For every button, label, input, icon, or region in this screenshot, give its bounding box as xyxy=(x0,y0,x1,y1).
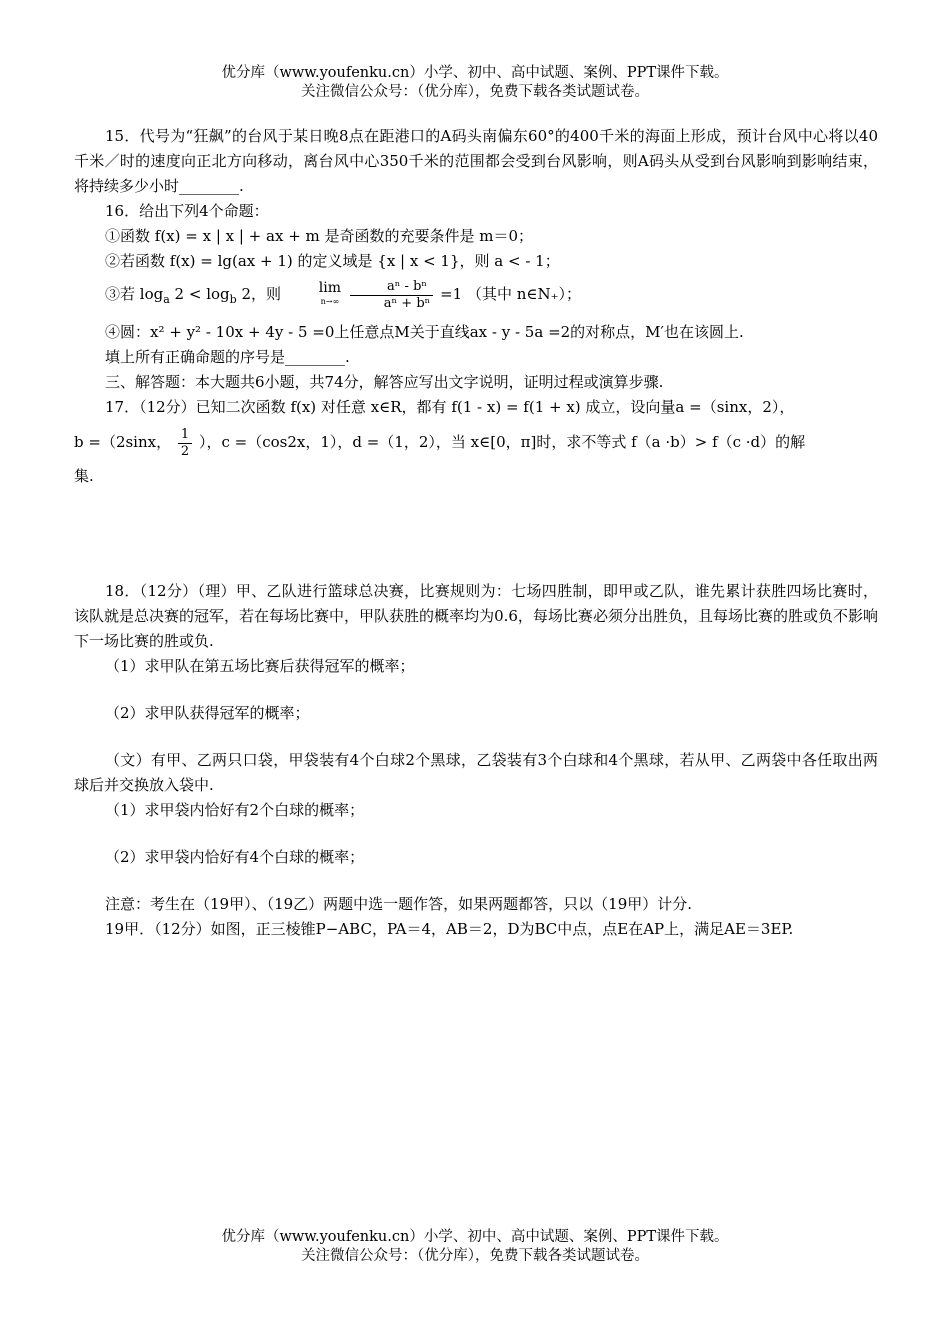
q17-rest: ），c =（cos2x，1），d =（1，2），当 x∈[0，π]时，求不等式 f（a ·b）> f（c ·d）的解 xyxy=(198,433,806,451)
fraction-numerator: aⁿ - bⁿ xyxy=(350,279,433,296)
prop3-log-base-b: b xyxy=(229,293,237,306)
question-16-intro: 16．给出下列4个命题： xyxy=(105,202,269,220)
page-footer xyxy=(0,1228,950,1266)
answer-space xyxy=(74,870,878,892)
header-line-1: 优分库（www.youfenku.cn）小学、初中、高中试题、案例、PPT课件下载。 xyxy=(221,65,729,81)
q18-part-2: （2）求甲队获得冠军的概率； xyxy=(105,704,310,722)
answer-space xyxy=(74,726,878,748)
prop3-eq: =1 （其中 n∈N₊）； xyxy=(440,285,582,303)
question-17-line-1: 17．（12分）已知二次函数 f(x) 对任意 x∈R，都有 f(1 - x) = f(1 + x) 成立，设向量a =（sinx，2）， xyxy=(105,398,795,416)
page-header xyxy=(0,64,950,102)
footer-line-2: 关注微信公众号：（优分库），免费下载各类试题试卷。 xyxy=(301,1248,649,1264)
q17-vector-b: b =（2sinx， xyxy=(74,433,172,451)
exam-content xyxy=(74,124,878,942)
question-18: 18．（12分）（理）甲、乙队进行篮球总决赛，比赛规则为：七场四胜制，即甲或乙队，谁先累计获胜四场比赛时，该队就是总决赛的冠军，若在每场比赛中，甲队获胜的概率均为0.6，每场比赛必须分出胜负，且每场比赛的胜或负不影响下一场比赛的胜或负. xyxy=(74,582,878,650)
q18-wen-part-1: （1）求甲袋内恰好有2个白球的概率； xyxy=(105,801,365,819)
note: 注意：考生在（19甲）、（19乙）两题中选一题作答，如果两题都答，只以（19甲）计分. xyxy=(105,895,693,913)
question-15: 15．代号为“狂飙”的台风于某日晚8点在距港口的A码头南偏东60°的400千米的海面上形成，预计台风中心将以40千米／时的速度向正北方向移动，离台风中心350千米的范围都会受到台风影响，则A码头从受到台风影响到影响结束，将持续多少小时________. xyxy=(74,127,878,195)
limit-subscript: n→∞ xyxy=(320,297,340,306)
q18-part-1: （1）求甲队在第五场比赛后获得冠军的概率； xyxy=(105,657,415,675)
limit-text: lim xyxy=(318,280,342,296)
half-denominator: 2 xyxy=(180,443,190,459)
prop3-log-a: ③若 log xyxy=(105,285,164,303)
question-17-line-2 xyxy=(74,420,878,464)
section-3-heading: 三、解答题：本大题共6小题，共74分，解答应写出文字说明，证明过程或演算步骤. xyxy=(105,373,664,391)
proposition-3 xyxy=(74,274,878,320)
prop3-then: 2，则 xyxy=(241,285,281,303)
question-17-line-3: 集. xyxy=(74,467,94,485)
prop3-log-b: 2 < log xyxy=(174,285,230,303)
q17-half-fraction xyxy=(178,427,192,460)
proposition-4: ④圆：x² + y² - 10x + 4y - 5 =0上任意点M关于直线ax - y - 5a =2的对称点，M′也在该圆上. xyxy=(105,323,744,341)
proposition-2: ②若函数 f(x) = lg(ax + 1) 的定义域是 {x | x < 1}，则 a < - 1； xyxy=(105,252,560,270)
prop3-log-base-a: a xyxy=(163,293,170,306)
proposition-1: ①函数 f(x) = x | x | + ax + m 是奇函数的充要条件是 m＝0； xyxy=(105,227,534,245)
question-19: 19甲．（12分）如图，正三棱锥P−ABC，PA＝4，AB＝2，D为BC中点，点E在AP上，满足AE＝3EP. xyxy=(105,920,794,938)
fraction-denominator: aⁿ + bⁿ xyxy=(383,295,431,311)
answer-space xyxy=(74,489,878,579)
limit-fraction xyxy=(350,279,433,312)
answer-space xyxy=(74,679,878,701)
q18-wen: （文）有甲、乙两只口袋，甲袋装有4个白球2个黑球，乙袋装有3个白球和4个黑球，若从甲、乙两袋中各任取出两球后并交换放入袋中. xyxy=(74,751,878,794)
half-numerator: 1 xyxy=(178,427,192,444)
footer-line-1: 优分库（www.youfenku.cn）小学、初中、高中试题、案例、PPT课件下载。 xyxy=(221,1229,729,1245)
q18-wen-part-2: （2）求甲袋内恰好有4个白球的概率； xyxy=(105,848,365,866)
limit-symbol xyxy=(288,281,341,309)
header-line-2: 关注微信公众号：（优分库），免费下载各类试题试卷。 xyxy=(301,84,649,100)
answer-space xyxy=(74,823,878,845)
question-16-fill: 填上所有正确命题的序号是________. xyxy=(105,348,350,366)
